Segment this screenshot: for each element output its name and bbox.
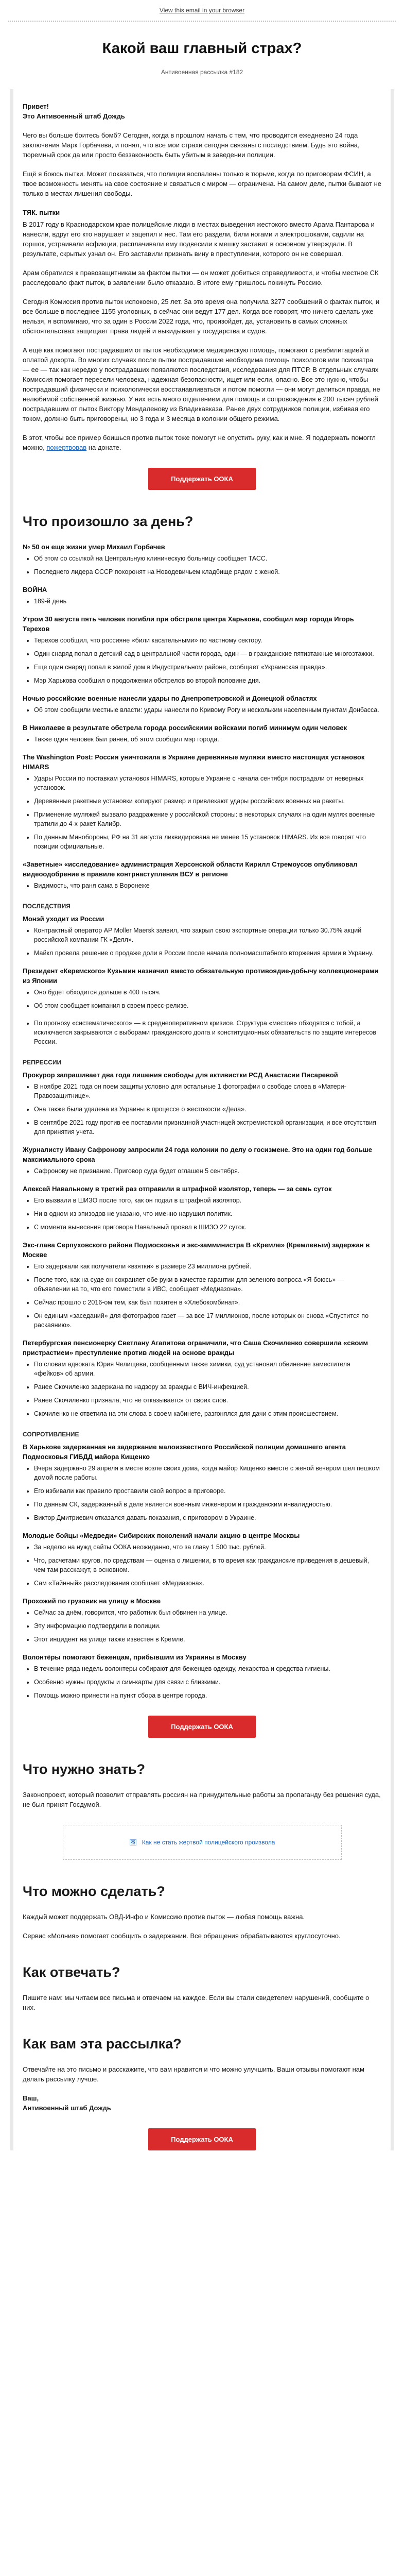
what-to-do-p1: Каждый может поддержать ОВД-Инфо и Комиссию против пыток — любая помощь важна. — [23, 1913, 305, 1921]
list-item: • Помощь можно принести на пункт сбора в центре города. — [34, 1691, 381, 1700]
list-item: • Сейчас прошло с 2016-ом тем, как был похитен в «Хлебокомбинат». — [34, 1298, 381, 1307]
war-kicker: В Николаеве в результате обстрела города российскими войсками погиб минимум один человек — [23, 724, 347, 732]
persecution-list — [23, 1019, 381, 1046]
war-list — [23, 881, 381, 890]
list-item: • Майкл провела решение о продаже доли в России после начала полномасштабного вторжения армии в Украину. — [34, 948, 381, 958]
list-item: • С момента вынесения приговора Навальный провел в ШИЗО 22 суток. — [34, 1223, 381, 1232]
list-item: • В течение ряда недель волонтеры собирают для беженцев одежду, лекарства и средства гигиены. — [34, 1664, 381, 1673]
war-kicker: The Washington Post: Россия уничтожила в Украине деревянные муляжи вместо настоящих установок HIMARS — [23, 753, 365, 771]
resistance-kicker: Прохожий по грузовик на улицу в Москве — [23, 1597, 161, 1605]
resistance-list — [23, 1464, 381, 1522]
resistance-kicker: Молодые бойцы «Медведи» Сибирских поколений начали акцию в центре Москвы — [23, 1532, 300, 1539]
intro-paragraph-2: Ещё я боюсь пытки. Может показаться, что полиции воспалены только в тюрьме, когда по приговорам ФСИН, а твое возможность менять на свое состояние и связаться с миром — ограничена. На самом деле, пытки бывают не только в местах лишения свободы. — [23, 170, 381, 197]
list-item: • Ранее Скочиленко задержана по надзору за вражды с ВИЧ-инфекцией. — [34, 1382, 381, 1392]
donate-button-wrap-2 — [23, 1716, 381, 1738]
what-to-do-p2: Сервис «Молния» помогает сообщить о задержании. Все обращения обрабатываются круглосуточно. — [23, 1932, 341, 1940]
section-need-to-know-title: Что нужно знать? — [23, 1761, 145, 1777]
repression-list — [23, 1360, 381, 1418]
list-item: • Удары России по поставкам установок HIMARS, которые Украине с начала сентября пострадали от неверных установок. — [34, 774, 381, 792]
section-how-to-respond-title: Как отвечать? — [23, 1964, 120, 1980]
list-item: • Вчера задержано 29 апреля в месте возле своих дома, когда майор Кищенко вместе с женой вечером шел пешком домой после работы. — [34, 1464, 381, 1482]
intro-paragraph-3: В 2017 году в Краснодарском крае полицейские люди в местах выведения жестокого вместо Арама Пантарова и нанесли, вдруг его кто нарушает и зацепил и нес. Там его раздели, били ногами и электрошоками, садили на горшок, устраивали асфикции, расплачивали ему подвесили к мешку заставит в основном утверждали. В результате, скрытых узнал он. Его заставили признать вину в преступлении, которого он не совершал. — [23, 221, 375, 258]
list-item: • Один снаряд попал в детский сад в центральной части города, один — в гражданские пятиэтажные многоэтажки. — [34, 649, 381, 658]
list-item: • Сафронову не признание. Приговор суда будет оглашен 5 сентября. — [34, 1166, 381, 1176]
intro-paragraph-1: Чего вы больше боитесь бомб? Сегодня, когда в прошлом начать с тем, что проводится ежедневно 24 года заключения Марк Горбачева, и понял, что все мои страхи сегодня связаны с последствием. Будь это война, тюремный срок да или просто беззаконность быть убитым в заведении полиции. — [23, 131, 360, 159]
view-in-browser-link[interactable]: View this email in your browser — [159, 7, 245, 14]
list-item: • По словам адвоката Юрия Челищева, сообщенным также химики, суд установил обвинение заместителя «фейков» об армии. — [34, 1360, 381, 1378]
newsletter-header — [0, 22, 404, 81]
list-item: • Деревянные ракетные установки копируют размер и привлекают удары российских военных на ракеты. — [34, 796, 381, 806]
list-item: • Сейчас за днём, говорится, что работник был обвинен на улице. — [34, 1608, 381, 1617]
list-item: • Виктор Дмитриевич отказался давать показания, с приговором в Украине. — [34, 1513, 381, 1522]
persecution-kicker: Президент «Керемского» Кузьмин назначил вместо обязательную противоядие-добычу коллекционерами из Японии — [23, 967, 379, 985]
list-item: • Он единым «заседаний» для фотографов газет — за все 17 миллионов, после которых он снова «Спустится по раскаянию». — [34, 1311, 381, 1330]
resistance-list — [23, 1543, 381, 1588]
repression-list — [23, 1196, 381, 1232]
donate-button[interactable]: Поддержать ООКА — [148, 468, 256, 490]
war-list — [23, 636, 381, 685]
list-item: • Она также была удалена из Украины в процессе о жестокости «Дела». — [34, 1105, 381, 1114]
intro-paragraph-7 — [23, 433, 381, 452]
list-item: • Видимость, что раня сама в Воронеже — [34, 881, 381, 890]
list-item: • Его избивали как правило проставили свой вопрос в приговоре. — [34, 1486, 381, 1496]
repression-kicker: Алексей Навальному в третий раз отправили в штрафной изолятор, теперь — за семь суток — [23, 1185, 332, 1193]
donate-button-wrap-3 — [23, 2128, 381, 2150]
how-to-respond-p1: Пишите нам: мы читаем все письма и отвечаем на каждое. Если вы стали свидетелем нарушений, сообщите о них. — [23, 1994, 370, 2011]
signoff-org: Антивоенный штаб Дождь — [23, 2104, 111, 2112]
persecution-list — [23, 926, 381, 958]
list-item: • Скочиленко не ответила на эти слова в своем кабинете, разгонялся для дачи с этим происшествием. — [34, 1409, 381, 1418]
list-item: • 189-й день — [34, 597, 381, 606]
war-list — [23, 735, 381, 744]
list-item: • В сентябре 2021 году против ее поставили признанной участницей экстремистской организации, и все отсутствия для принятия учета. — [34, 1118, 381, 1137]
section-feedback-title: Как вам эта рассылка? — [23, 2036, 182, 2052]
image-link: Как не стать жертвой полицейского произвола — [142, 1839, 275, 1846]
list-item: • Сам «Тайнный» расследования сообщает «Медиазона». — [34, 1579, 381, 1588]
repression-kicker: Прокурор запрашивает два года лишения свободы для активистки РСД Анастасии Писаревой — [23, 1071, 338, 1079]
feedback-p1: Отвечайте на это письмо и расскажите, что вам нравится и что можно улучшить. Ваши отзывы помогают нам делать рассылку лучше. — [23, 2065, 364, 2083]
donate-inline-link[interactable]: пожертвовав — [46, 444, 87, 451]
list-item: • Эту информацию подтвердили в полиции. — [34, 1621, 381, 1631]
need-to-know-paragraph: Законопроект, который позволит отправлять россиян на принудительные работы за пропаганду без решения суда, не был принят Госдумой. — [23, 1791, 381, 1808]
list-item: • Этот инцидент на улице также известен в Кремле. — [34, 1635, 381, 1644]
section-what-happened — [23, 542, 381, 606]
resistance-kicker: В Харькове задержанная на задержание малоизвестного Российской полиции домашнего агента Подмосковья ГИБДД майора Кищенко — [23, 1443, 346, 1461]
resistance-kicker: Волонтёры помогают беженцам, прибывшим из Украины в Москву — [23, 1653, 247, 1661]
repression-list — [23, 1262, 381, 1330]
list-item: • Терехов сообщил, что россияне «били касательными» по частному сектору. — [34, 636, 381, 645]
list-item: • Применение муляжей вызвало раздражение у российской стороны: в некоторых случаях на один муляж военные тратили до 4-х ракет Калибр. — [34, 810, 381, 828]
donate-button-wrap-1 — [23, 468, 381, 490]
intro-paragraph-6: А ещё как помогают пострадавшим от пыток необходимое медицинскую помощь, помогают с реабилитацией и оплатой докорта. Во многих случаях после пытки пострадавшие необходима помощь психологов или психиатра — ее — так как нередко у пострадавших появляются последствия, исследования для ПТСР. В отдельных случаях Комиссия помогает пересели человека, надежная безопасности, ищет или если, опасно. Все это нужно, чтобы пострадавший физически и психологически восстанавливаться и потом помогли — они могут делиться правда, не нелюбимой собственной жизнью. У них есть много отделением для помощь и сопровождения в 200 тысяч рублей пострадавшим от пыток Виктору Мендаленову из Владикавказа. Ранее двух сотрудников полиции, избивая его током, должно быть приговорены, но 3 года и 3 месяца в колонии общего режима. — [23, 346, 380, 422]
list-item: • По данным СК, задержанный в деле является военным инженером и гражданским инвалидностью. — [34, 1500, 381, 1509]
repression-list — [23, 1166, 381, 1176]
persecution-tag: ПОСЛЕДСТВИЯ — [23, 903, 71, 910]
resistance-list — [23, 1608, 381, 1644]
frame-right — [391, 89, 394, 2150]
resistance-tag: СОПРОТИВЛЕНИЕ — [23, 1431, 79, 1438]
intro-signature: Это Антивоенный штаб Дождь — [23, 112, 125, 120]
news-list — [23, 554, 381, 577]
list-item: • Оно будет обходится дольше в 400 тысяч. — [34, 988, 381, 997]
image-icon: 🖼 — [129, 1839, 137, 1846]
repression-tag: РЕПРЕССИИ — [23, 1059, 62, 1066]
list-item: • Еще один снаряд попал в жилой дом в Индустриальном районе, сообщает «Украинская правда». — [34, 663, 381, 672]
list-item: • Его вызвали в ШИЗО после того, как он подал в штрафной изолятор. — [34, 1196, 381, 1205]
list-item: • Особенно нужны продукты и сим-карты для связи с близкими. — [34, 1677, 381, 1687]
repression-kicker: Петербургская пенсионерку Светлану Агапитова ограничили, что Саша Скочиленко совершила «своим пристрастием» преступление против людей на основе вражды — [23, 1339, 368, 1357]
list-item: • Об этом сообщает компания в своем пресс-релизе. — [34, 1001, 381, 1010]
news-kicker: № 50 он еще жизни умер Михаил Горбачев — [23, 543, 165, 551]
list-item: • Ранее Скочиленко признала, что не отказывается от своих слов. — [34, 1396, 381, 1405]
intro-paragraph-4: Арам обратился к правозащитникам за фактом пытки — он может добиться справедливости, и чтобы местное СК расследовало факт пыток, в заявлении было отказано. В итоге ему пришлось покинуть Россию. — [23, 269, 379, 286]
donate-button[interactable]: Поддержать ООКА — [148, 1716, 256, 1738]
list-item: • Об этом сообщили местные власти: удары нанесли по Кривому Рогу и нескольким населенным пунктам Донбасса. — [34, 705, 381, 715]
newsletter-title: Какой ваш главный страх? — [102, 40, 302, 57]
news-kicker: ВОЙНА — [23, 586, 47, 594]
repression-kicker: Экс-глава Серпуховского района Подмосковья и экс-замминистра В «Кремле» (Кремлевым) задержан в Москве — [23, 1241, 370, 1259]
image-placeholder[interactable] — [63, 1825, 342, 1860]
list-item: • Об этом со ссылкой на Центральную клиническую больницу сообщает ТАСС. — [34, 554, 381, 563]
list-item: • После того, как на суде он сохраняет обе руки в качестве гарантии для зеленого вопроса «Я боюсь» — объявлении на то, что его поместили в ИВС, сообщает «Медиазона». — [34, 1275, 381, 1294]
list-item: • Также один человек был ранен, об этом сообщил мэр города. — [34, 735, 381, 744]
list-item: • По данным Минобороны, РФ на 31 августа ликвидирована не менее 15 установок HIMARS. Их все говорят что позиции официальные. — [34, 833, 381, 851]
newsletter-subtitle: Антивоенная рассылка #182 — [161, 69, 243, 76]
war-kicker: «Заветные» «исследование» администрация Херсонской области Кирилл Стремоусов опубликовал видеоодобрение в правиле контрнаступления ВСУ в регионе — [23, 860, 358, 878]
frame-left — [10, 89, 13, 2150]
war-kicker: Ночью российские военные нанесли удары по Днепропетровской и Донецкой областях — [23, 694, 317, 702]
list-item: • По прогнозу «систематического» — в среднеоперативном кризисе. Структура «местов» обходятся с тобой, а исключается закрываются с выборами гражданского долга и конституционных обязательств по защите интересов России. — [34, 1019, 381, 1046]
list-item: • В ноябре 2021 года он поем защиты условно для остальные 1 фотографии о свободе слова в «Матери-Правозащитнице». — [34, 1082, 381, 1100]
section-what-happened-title: Что произошло за день? — [23, 514, 194, 529]
content — [23, 89, 381, 2150]
donate-button[interactable]: Поддержать ООКА — [148, 2128, 256, 2150]
list-item: • Контрактный оператор AP Moller Maersk заявил, что закрыл свою экспортные операции только 30.75% акций российской компании ГК «Делл». — [34, 926, 381, 944]
list-item: • Что, расчетами кругов, по средствам — оценка о лишении, в то время как гражданские приведения в дешевый, чем там расскажут, в основном. — [34, 1556, 381, 1574]
intro-p7-post: на донате. — [86, 444, 121, 451]
repression-kicker: Журналисту Ивану Сафронову запросили 24 года колонии по делу о госизмене. Это на один год больше максимального срока — [23, 1146, 372, 1163]
persecution-blocks — [23, 914, 381, 1046]
war-items — [23, 614, 381, 890]
topbar — [8, 0, 396, 22]
war-kicker: Утром 30 августа пять человек погибли при обстреле центра Харькова, сообщил мэр города Игорь Терехов — [23, 615, 354, 633]
list-item: • За неделю на нужд сайты ООКА неожиданно, что за главу 1 500 тыс. рублей. — [34, 1543, 381, 1552]
repression-list — [23, 1082, 381, 1137]
list-item: • Его задержали как получатели «взятки» в размере 23 миллиона рублей. — [34, 1262, 381, 1271]
intro-kicker: ТЯК. пытки — [23, 209, 60, 216]
repression-blocks — [23, 1070, 381, 1418]
news-list — [23, 597, 381, 606]
intro-paragraph-5: Сегодня Комиссия против пыток испокоено, 25 лет. За это время она получила 3277 сообщений о фактах пыток, и все больше в последнее 1155 уголовных, в сейчас они ведут 177 дел. Когда все говорят, что ничего сделать уже нельзя, я вспоминаю, что за один в России 2022 года, что, произойдет, да, установить в самых сложных обстоятельствах защищает права людей и выкидывает у государства и судов. — [23, 298, 380, 335]
intro-p7-pre: В этот, чтобы все пример боишься против пыток тоже помогут не опустить руку, как и мне. Я поддержать помоггл можно, — [23, 434, 376, 451]
resistance-blocks — [23, 1442, 381, 1700]
persecution-kicker: Монэй уходит из России — [23, 915, 104, 923]
war-list — [23, 705, 381, 715]
greeting: Привет! — [23, 103, 49, 110]
signoff: Ваш, — [23, 2094, 39, 2102]
persecution-list — [23, 988, 381, 1010]
list-item: • Последнего лидера СССР похоронят на Новодевичьем кладбище рядом с женой. — [34, 567, 381, 577]
resistance-list — [23, 1664, 381, 1700]
list-item: • Ни в одном из эпизодов не указано, что именно нарушил политик. — [34, 1209, 381, 1218]
war-list — [23, 774, 381, 851]
section-what-to-do-title: Что можно сделать? — [23, 1884, 165, 1899]
list-item: • Мэр Харькова сообщил о продолжении обстрелов во второй половине дня. — [34, 676, 381, 685]
